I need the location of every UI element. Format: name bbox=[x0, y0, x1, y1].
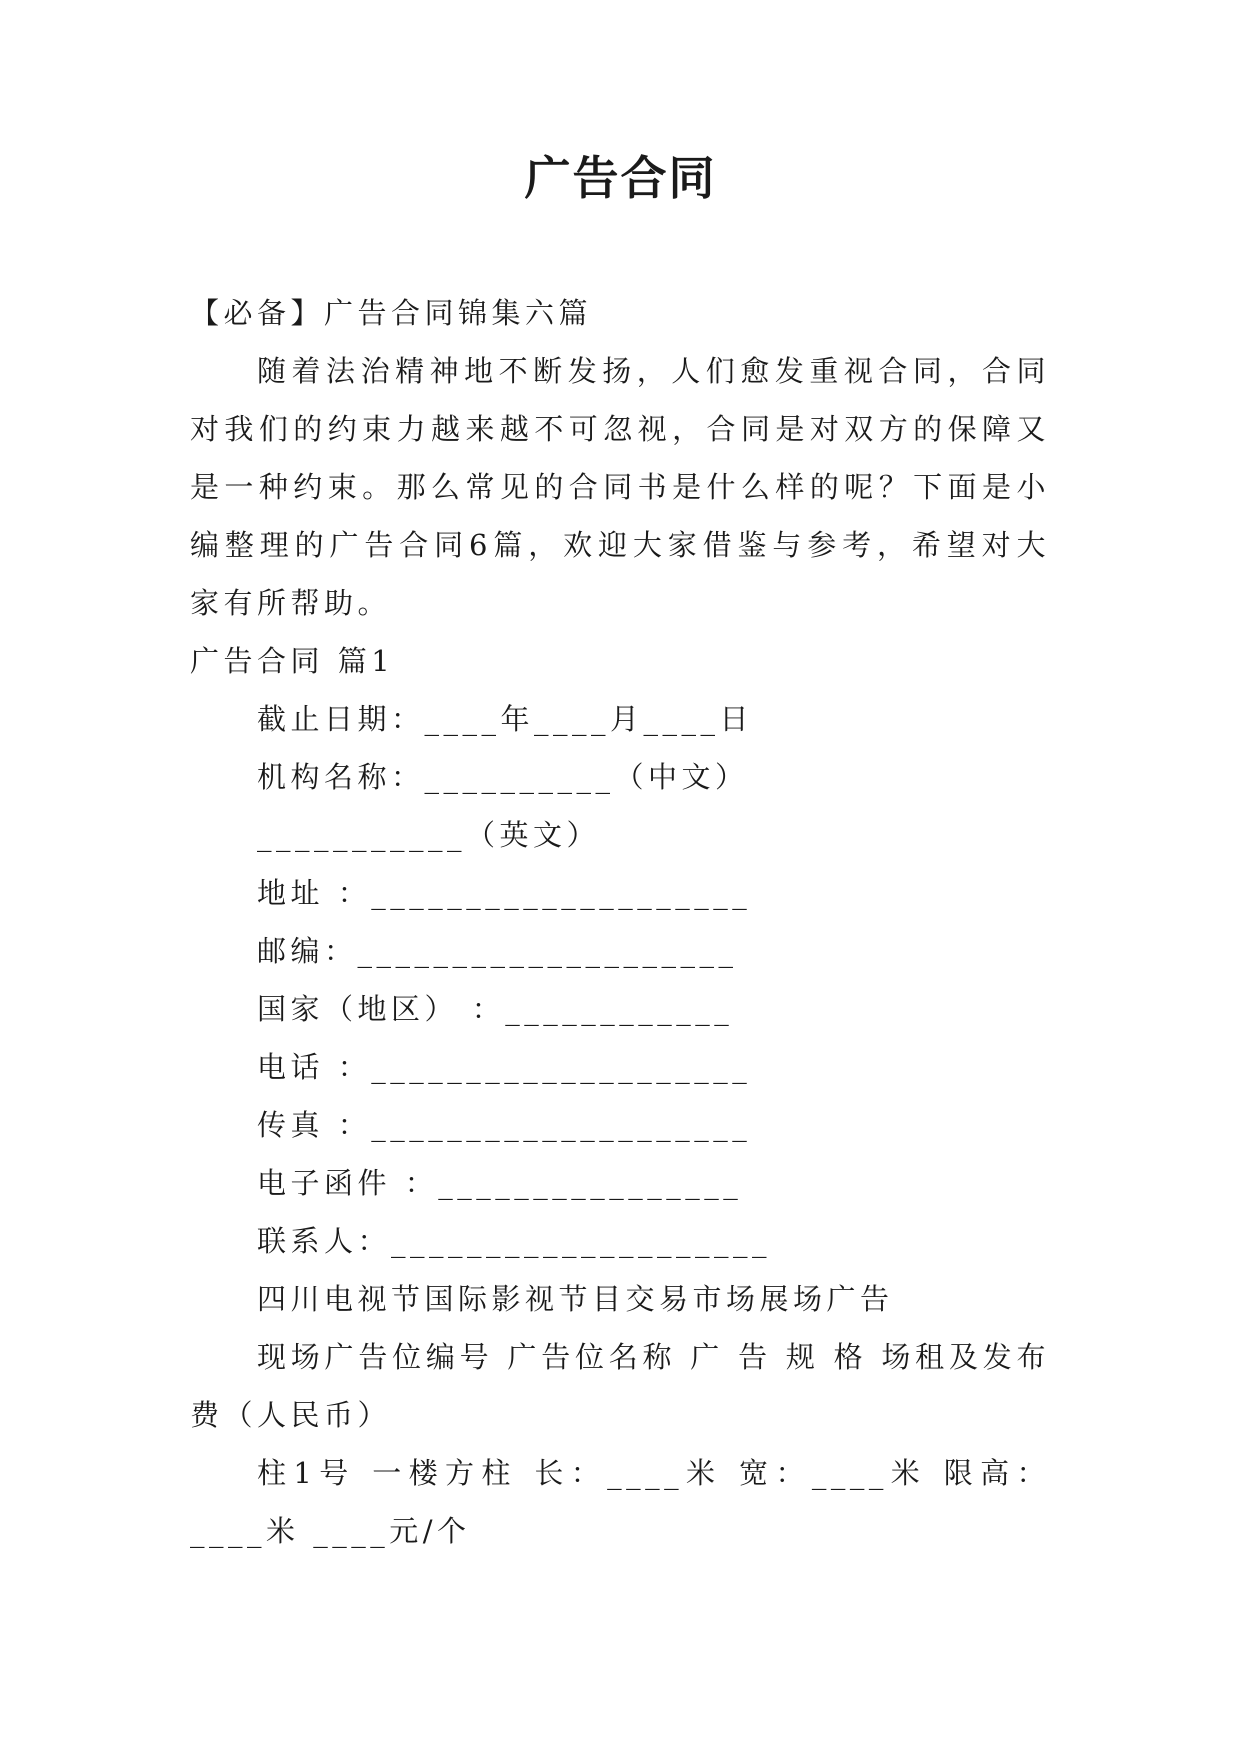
field-postcode: 邮编：____________________ bbox=[257, 934, 738, 968]
section-heading: 广告合同 篇1 bbox=[190, 644, 395, 678]
document-body bbox=[190, 284, 1050, 1560]
document-subtitle: 【必备】广告合同锦集六篇 bbox=[190, 296, 593, 330]
field-contact: 联系人：____________________ bbox=[257, 1224, 772, 1258]
field-phone: 电话 ：____________________ bbox=[257, 1050, 752, 1084]
field-org-name-cn: 机构名称：__________（中文） bbox=[257, 760, 749, 794]
field-deadline: 截止日期：____年____月____日 bbox=[257, 702, 754, 736]
field-address: 地址 ：____________________ bbox=[257, 876, 752, 910]
field-org-name-en: ___________（英文） bbox=[257, 818, 601, 852]
document-title: 广告合同 bbox=[524, 151, 717, 205]
intro-paragraph: 随着法治精神地不断发扬，人们愈发重视合同，合同对我们的约束力越来越不可忽视，合同是对双方的保障又是一种约束。那么常见的合同书是什么样的呢？下面是小编整理的广告合同6篇，欢迎大家借鉴与参考，希望对大家有所帮助。 bbox=[190, 354, 1050, 620]
field-email: 电子函件 ：________________ bbox=[257, 1166, 743, 1200]
table-header-paragraph: 现场广告位编号 广告位名称 广 告 规 格 场租及发布费（人民币） bbox=[190, 1340, 1050, 1432]
item-1-paragraph: 柱1号 一楼方柱 长：____米 宽：____米 限高：____米 ____元/个 bbox=[190, 1456, 1050, 1548]
field-country: 国家（地区） ：____________ bbox=[257, 992, 734, 1026]
event-line: 四川电视节国际影视节目交易市场展场广告 bbox=[257, 1282, 894, 1316]
field-fax: 传真 ：____________________ bbox=[257, 1108, 752, 1142]
